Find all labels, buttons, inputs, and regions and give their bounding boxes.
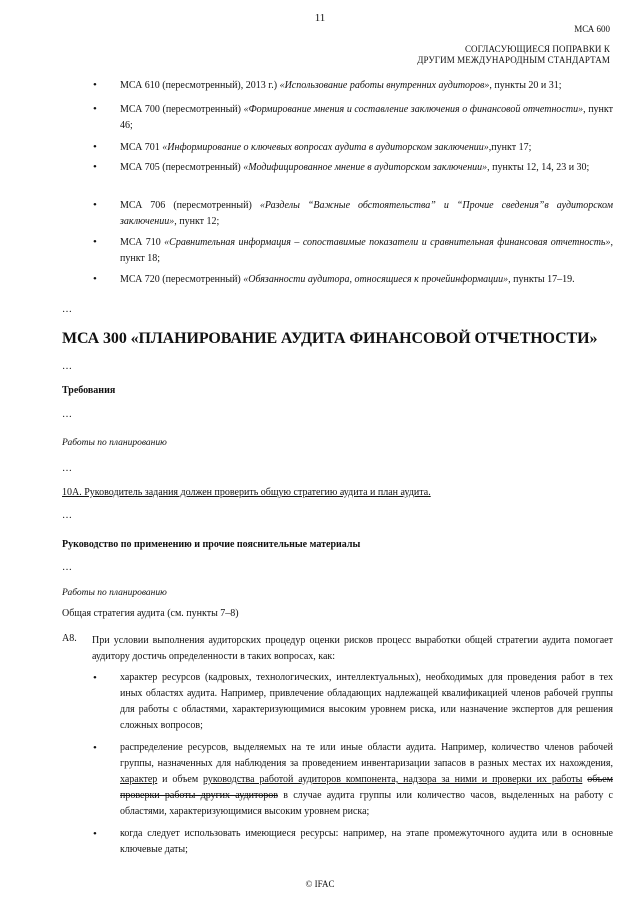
paragraph-10a: 10А. Руководитель задания должен проверить общую стратегию аудита и план аудита.: [62, 487, 431, 498]
deleted-text: объем проверки работы других аудиторов: [120, 774, 613, 801]
list-item: • МСА 710 «Сравнительная информация – сопоставимые показатели и сравнительная финансовая отчетность», пункт 18;: [120, 235, 613, 266]
list-item: • МСА 701 «Информирование о ключевых вопросах аудита в аудиторском заключении»,пункт 17;: [120, 140, 613, 156]
running-header-line-2: ДРУГИМ МЕЖДУНАРОДНЫМ СТАНДАРТАМ: [417, 55, 610, 65]
ellipsis: …: [62, 361, 73, 372]
list-item: • когда следует использовать имеющиеся ресурсы: например, на этапе промежуточного аудита или в основные ключевые даты;: [120, 826, 613, 858]
section-title: МСА 300 «ПЛАНИРОВАНИЕ АУДИТА ФИНАНСОВОЙ ОТЧЕТНОСТИ»: [62, 330, 598, 347]
running-header: [417, 44, 610, 66]
running-header-line-1: СОГЛАСУЮЩИЕСЯ ПОПРАВКИ К: [464, 44, 610, 54]
planning-work-subheading: Работы по планированию: [62, 438, 167, 448]
general-strategy-heading: Общая стратегия аудита (см. пункты 7–8): [62, 608, 239, 619]
guidance-heading: Руководство по применению и прочие пояснительные материалы: [62, 539, 361, 550]
inserted-text: характер: [120, 774, 158, 785]
inserted-text: руководства работой аудиторов компонента, надзора за ними и проверки их работы: [203, 774, 583, 785]
list-item: • характер ресурсов (кадровых, технологических, интеллектуальных), необходимых для проведения работ в тех иных областях аудита. Например, привлечение обладающих надлежащей квалификацией членов рабочей группы для работы с областями, характеризующимися высоким уровнем риска, или назначение экспертов для решения сложных вопросов;: [120, 670, 613, 734]
ellipsis: …: [62, 463, 73, 474]
list-item: • МСА 700 (пересмотренный) «Формирование мнения и составление заключения о финансовой отчетности», пункт 46;: [120, 102, 613, 133]
list-item: • МСА 610 (пересмотренный), 2013 г.) «Использование работы внутренних аудиторов», пункты 20 и 31;: [120, 78, 613, 94]
list-item: • распределение ресурсов, выделяемых на те или иные области аудита. Например, количество членов рабочей группы, назначенных для наблюдения за проведением инвентаризации запасов в разных местах их нахождения, характер и объем руководства работой аудиторов компонента, надзора за ними и проверки их работы объем проверки работы других аудиторов в случае аудита группы или количество часов, выделенных на работу с областями, характеризующимися высоким уровнем риска;: [120, 740, 613, 820]
paragraph-number-a8: А8.: [62, 633, 77, 644]
planning-work-subheading: Работы по планированию: [62, 588, 167, 598]
list-item: • МСА 706 (пересмотренный) «Разделы “Важные обстоятельства” и “Прочие сведения”в аудиторском заключении», пункт 12;: [120, 198, 613, 229]
list-item: • МСА 705 (пересмотренный) «Модифицированное мнение в аудиторском заключении», пункты 12, 14, 23 и 30;: [120, 160, 613, 176]
ellipsis: …: [62, 510, 73, 521]
paragraph-a8: При условии выполнения аудиторских процедур оценки рисков процесс выработки общей стратегии аудита помогает аудитору достичь определенности в таких вопросах, как:: [92, 635, 613, 662]
list-item: • МСА 720 (пересмотренный) «Обязанности аудитора, относящиеся к прочейинформации», пункты 17–19.: [120, 272, 613, 288]
ellipsis: …: [62, 304, 73, 315]
ellipsis: …: [62, 562, 73, 573]
requirements-heading: Требования: [62, 385, 116, 396]
footer-copyright: © IFAC: [305, 879, 335, 889]
ellipsis: …: [62, 409, 73, 420]
page-number: 11: [314, 12, 326, 24]
standard-code: МСА 600: [574, 24, 610, 34]
